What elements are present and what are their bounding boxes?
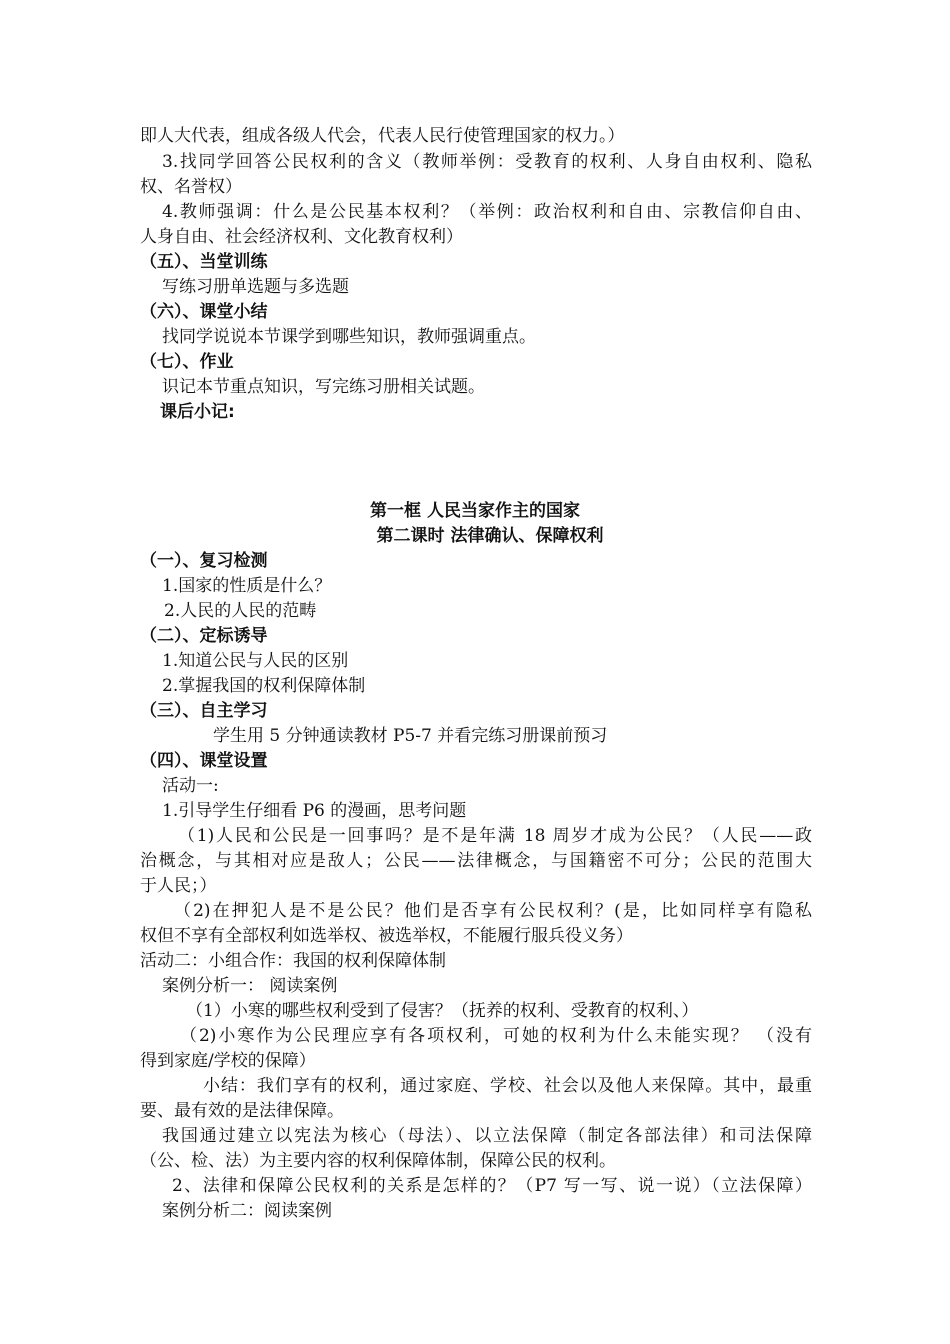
text-line: 权、名誉权） (140, 177, 242, 197)
text-line: 于人民；） (140, 876, 217, 896)
text-line: 2、法律和保障公民权利的关系是怎样的？（P7 写一写、说一说）（立法保障） (172, 1176, 812, 1196)
section-heading: （七）、作业 (140, 352, 234, 372)
text-line: 案例分析二：阅读案例 (162, 1201, 332, 1221)
lesson-title: 第一框 人民当家作主的国家 (370, 501, 580, 521)
text-line: （2)小寒作为公民理应享有各项权利，可她的权利为什么未能实现？ （没有 (180, 1026, 812, 1046)
text-line: （1)人民和公民是一回事吗？是不是年满 18 周岁才成为公民？（人民——政 (178, 826, 812, 846)
text-line: 人身自由、社会经济权利、文化教育权利） (140, 227, 463, 247)
text-line: （1）小寒的哪些权利受到了侵害？（抚养的权利、受教育的权利、） (186, 1001, 699, 1021)
text-line: （2)在押犯人是不是公民？他们是否享有公民权利？(是，比如同样享有隐私 (174, 901, 812, 921)
text-line: 要、最有效的是法律保障。 (140, 1101, 344, 1121)
text-line: 2.人民的人民的范畴 (164, 601, 317, 621)
section-heading: （四）、课堂设置 (140, 751, 268, 771)
text-line: 4.教师强调：什么是公民基本权利？（举例：政治权利和自由、宗教信仰自由、 (162, 202, 812, 222)
text-line: 3.找同学回答公民权利的含义（教师举例：受教育的权利、人身自由权利、隐私 (162, 152, 812, 172)
section-heading: （五）、当堂训练 (140, 252, 268, 272)
section-heading: （一）、复习检测 (140, 551, 268, 571)
notes-label: 课后小记: (160, 402, 235, 422)
text-line: 找同学说说本节课学到哪些知识，教师强调重点。 (162, 327, 536, 347)
text-line: 权但不享有全部权利如选举权、被选举权，不能履行服兵役义务） (140, 926, 633, 946)
text-line: 活动二：小组合作：我国的权利保障体制 (140, 951, 446, 971)
text-line: 1.引导学生仔细看 P6 的漫画，思考问题 (162, 801, 467, 821)
text-line: 2.掌握我国的权利保障体制 (162, 676, 366, 696)
section-heading: （三）、自主学习 (140, 701, 268, 721)
text-line: 学生用 5 分钟通读教材 P5-7 并看完练习册课前预习 (213, 726, 608, 746)
text-line: 识记本节重点知识，写完练习册相关试题。 (162, 377, 485, 397)
text-line: （公、检、法）为主要内容的权利保障体制，保障公民的权利。 (140, 1151, 616, 1171)
text-line: 活动一: (162, 776, 219, 796)
lesson-subtitle: 第二课时 法律确认、保障权利 (376, 526, 604, 546)
section-heading: （六）、课堂小结 (140, 302, 268, 322)
text-line: 案例分析一： 阅读案例 (162, 976, 338, 996)
text-line: 小结：我们享有的权利，通过家庭、学校、社会以及他人来保障。其中，最重 (203, 1076, 812, 1096)
text-line: 1.国家的性质是什么？ (162, 576, 332, 596)
text-line: 1.知道公民与人民的区别 (162, 651, 349, 671)
text-line: 即人大代表，组成各级人代会，代表人民行使管理国家的权力。） (140, 126, 625, 146)
text-line: 治概念，与其相对应是敌人；公民——法律概念，与国籍密不可分；公民的范围大 (140, 851, 812, 871)
text-line: 写练习册单选题与多选题 (162, 277, 349, 297)
section-heading: （二）、定标诱导 (140, 626, 268, 646)
text-line: 得到家庭/学校的保障） (140, 1051, 316, 1071)
text-line: 我国通过建立以宪法为核心（母法）、以立法保障（制定各部法律）和司法保障 (162, 1126, 812, 1146)
